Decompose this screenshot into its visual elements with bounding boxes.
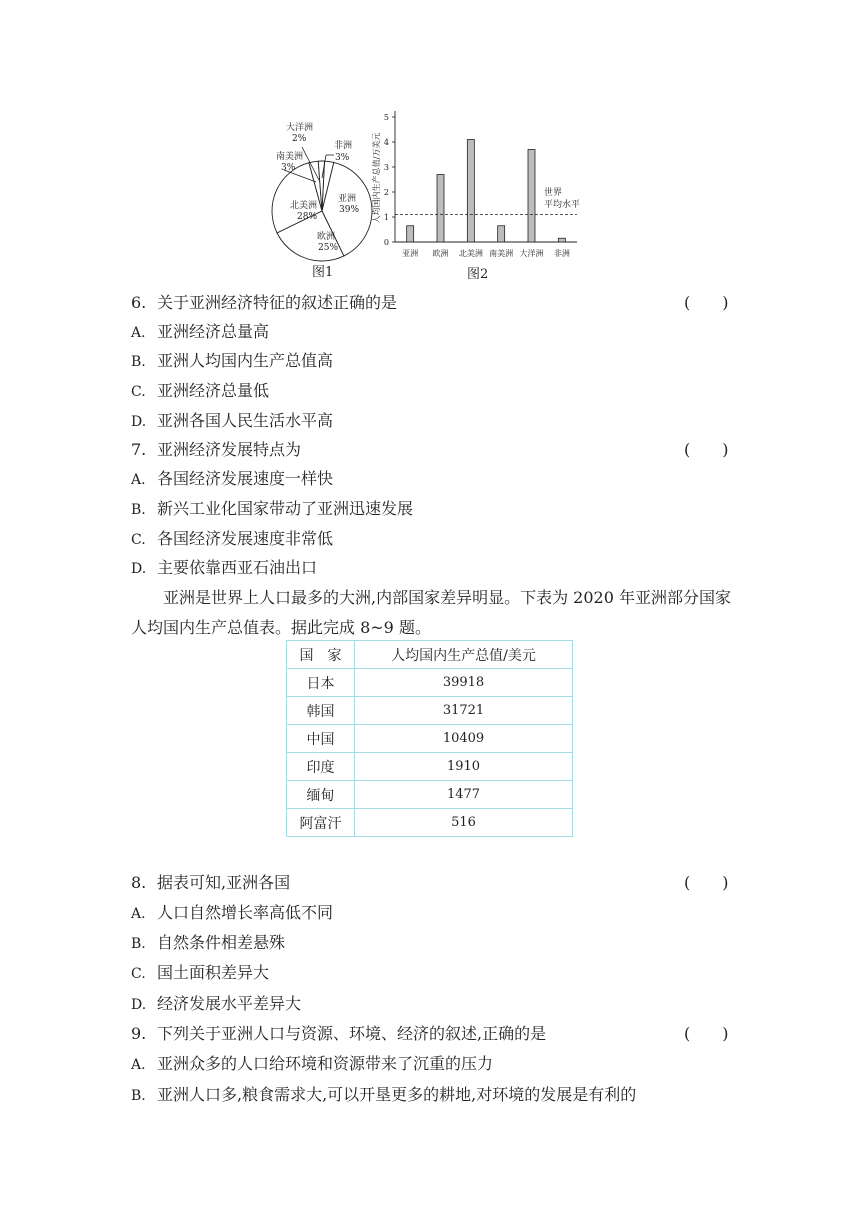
bar-chart-svg [365,108,590,285]
bar-y-tick-label: 5 [383,113,389,122]
bar-y-tick-label: 0 [383,238,389,247]
world-average-label-line1: 世界 [543,188,563,198]
table-row: 缅甸 1477 [287,781,573,809]
pie-label-asia: 亚洲 [338,194,357,204]
bar-x-label: 大洋洲 [519,249,544,258]
pie-label-south-america: 南美洲 [276,152,304,162]
question-6-option-d: D. 亚洲各国人民生活水平高 [131,411,334,430]
bar-非洲 [558,238,565,242]
bar-北美洲 [467,140,474,243]
bar-南美洲 [498,226,505,242]
pie-label-africa: 非洲 [334,141,353,151]
bar-x-label: 北美洲 [458,249,483,258]
pie-value-south-america: 3% [281,163,296,173]
question-6-option-c: C. 亚洲经济总量低 [131,381,270,400]
question-6-stem: 6. 关于亚洲经济特征的叙述正确的是 [131,293,398,312]
bar-x-label: 南美洲 [489,249,514,258]
pie-value-asia: 39% [339,205,360,215]
question-8-option-a: A. 人口自然增长率高低不同 [131,903,334,922]
bar-y-tick-label: 2 [383,188,389,197]
table-row: 日本 39918 [287,669,573,697]
question-9-stem: 9. 下列关于亚洲人口与资源、环境、经济的叙述,正确的是 [131,1024,547,1043]
question-9-option-a: A. 亚洲众多的人口给环境和资源带来了沉重的压力 [131,1054,494,1073]
question-8-answer-blank: ( ) [684,873,729,892]
question-9-answer-blank: ( ) [684,1024,729,1043]
table-row: 中国 10409 [287,725,573,753]
bar-x-label: 欧洲 [432,249,449,258]
table-header-country: 国 家 [287,641,355,669]
table-row: 韩国 31721 [287,697,573,725]
pie-chart-svg [270,110,380,285]
bar-亚洲 [407,226,414,242]
bar-y-tick-label: 1 [383,213,389,222]
table-row: 阿富汗 516 [287,809,573,837]
question-8-option-b: B. 自然条件相差悬殊 [131,933,286,952]
pie-label-europe: 欧洲 [317,232,336,242]
table-header-row [287,641,573,669]
bar-y-axis-label: 人均国内生产总值/万美元 [372,132,381,224]
question-8-option-c: C. 国土面积差异大 [131,963,270,982]
bar-欧洲 [437,175,444,243]
question-7-option-c: C. 各国经济发展速度非常低 [131,529,334,548]
bar-y-tick-label: 4 [383,138,389,147]
table-header-gdp: 人均国内生产总值/美元 [355,641,573,669]
question-8-stem: 8. 据表可知,亚洲各国 [131,873,291,892]
question-9-option-b: B. 亚洲人口多,粮食需求大,可以开垦更多的耕地,对环境的发展是有利的 [131,1085,637,1104]
question-7-option-a: A. 各国经济发展速度一样快 [131,469,334,488]
figure-1-pie-chart [270,110,380,285]
pie-value-north-america: 28% [297,212,318,222]
question-6-answer-blank: ( ) [684,293,729,312]
pie-label-oceania: 大洋洲 [286,123,314,133]
pie-value-europe: 25% [318,243,339,253]
bar-x-label: 非洲 [553,249,570,258]
bar-大洋洲 [528,150,535,243]
pie-value-oceania: 2% [292,134,307,144]
question-6-option-a: A. 亚洲经济总量高 [131,322,270,341]
question-7-option-b: B. 新兴工业化国家带动了亚洲迅速发展 [131,499,414,518]
figure-1-caption: 图1 [312,265,334,280]
world-average-label-line2: 平均水平 [543,200,581,210]
question-7-answer-blank: ( ) [684,440,729,459]
question-7-option-d: D. 主要依靠西亚石油出口 [131,558,318,577]
figure-2-caption: 图2 [467,267,489,282]
bar-x-label: 亚洲 [402,249,419,258]
intro-paragraph: 亚洲是世界上人口最多的大洲,内部国家差异明显。下表为 2020 年亚洲部分国家人均国内生产总值表。据此完成 8~9 题。 [131,588,731,637]
question-8-option-d: D. 经济发展水平差异大 [131,994,302,1013]
question-6-option-b: B. 亚洲人均国内生产总值高 [131,351,334,370]
gdp-table [286,640,573,837]
question-7-stem: 7. 亚洲经济发展特点为 [131,440,302,459]
pie-label-north-america: 北美洲 [290,201,318,211]
pie-value-africa: 3% [335,153,350,163]
figure-2-bar-chart [365,108,590,285]
table-row: 印度 1910 [287,753,573,781]
bar-y-tick-label: 3 [383,163,389,172]
